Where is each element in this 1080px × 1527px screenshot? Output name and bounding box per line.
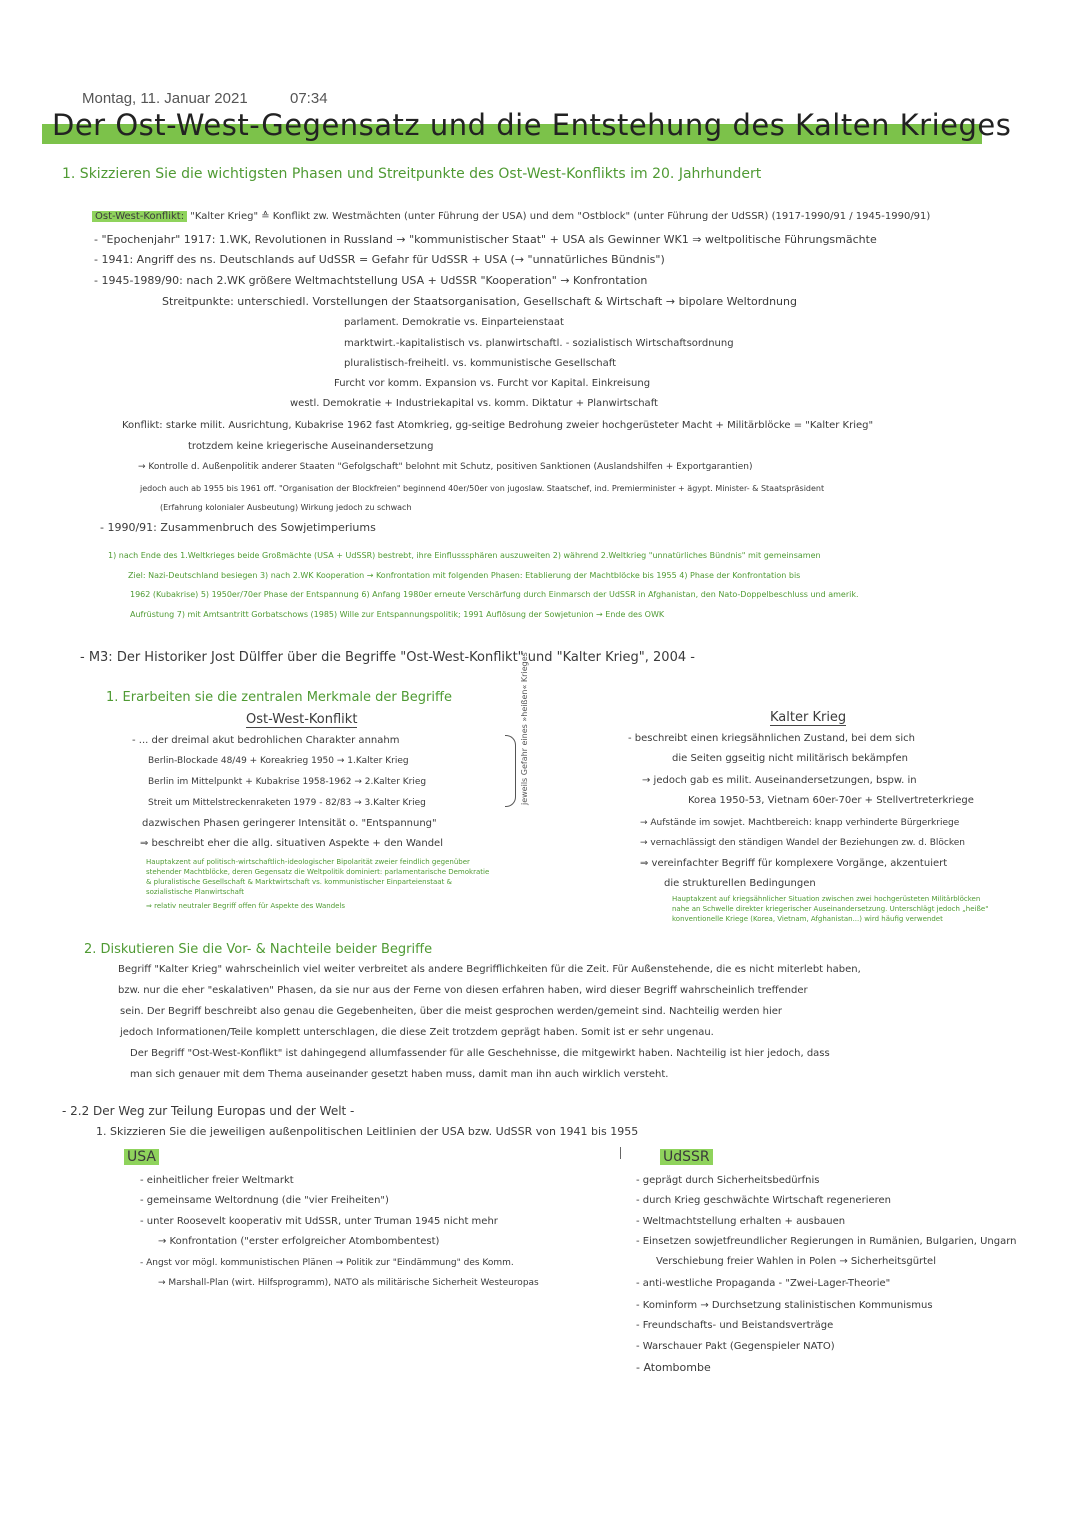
udssr-label: UdSSR bbox=[660, 1149, 713, 1165]
usa-item-4: → Konfrontation ("erster erfolgreicher Atombombentest) bbox=[158, 1236, 440, 1247]
discussion-line-2: bzw. nur die eher "eskalativen" Phasen, da sie nur aus der Ferne von diesen erfahren haben, wird dieser Begriff wahrscheinlich treffender bbox=[118, 985, 808, 996]
udssr-item-1: - geprägt durch Sicherheitsbedürfnis bbox=[636, 1175, 820, 1186]
left-item-5: dazwischen Phasen geringerer Intensität o. "Entspannung" bbox=[142, 818, 437, 829]
task1-answer-2: Ziel: Nazi-Deutschland besiegen 3) nach 2.WK Kooperation → Konfrontation mit folgenden Phasen: Etablierung der Machtblöcke bis 1955 4) Phase der Konfrontation bis bbox=[128, 571, 801, 580]
bracket-note: jeweils Gefahr eines »heißen« Krieges bbox=[520, 652, 529, 805]
usa-item-3: - unter Roosevelt kooperativ mit UdSSR, unter Truman 1945 nicht mehr bbox=[140, 1216, 498, 1227]
task1-line-14: jedoch auch ab 1955 bis 1961 off. "Organisation der Blockfreien" beginnend 40er/50er von jugoslaw. Staatschef, ind. Premierminister + ägypt. Minister- & Staatspräsident bbox=[140, 484, 825, 493]
task1-line-15: (Erfahrung kolonialer Ausbeutung) Wirkung jedoch zu schwach bbox=[160, 503, 412, 512]
right-item-1: - beschreibt einen kriegsähnlichen Zustand, bei dem sich bbox=[628, 733, 915, 744]
task1-answer-3: 1962 (Kubakrise) 5) 1950er/70er Phase der Entspannung 6) Anfang 1980er erneute Verschärfung durch Einmarsch der UdSSR in Afghanistan, den Nato-Doppelbeschluss und amerik. bbox=[130, 590, 859, 599]
task1-answer-4: Aufrüstung 7) mit Amtsantritt Gorbatschows (1985) Wille zur Entspannungspolitik; 1991 Auflösung der Sowjetunion → Ende des OWK bbox=[130, 610, 665, 619]
task1-line-4: - 1945-1989/90: nach 2.WK größere Weltmachtstellung USA + UdSSR "Kooperation" → Konfrontation bbox=[94, 274, 648, 287]
left-item-1: - ... der dreimal akut bedrohlichen Charakter annahm bbox=[132, 735, 400, 746]
discussion-line-5: Der Begriff "Ost-West-Konflikt" ist dahingegend allumfassender für alle Geschehnisse, die mitgewirkt haben. Nachteilig ist hier jedoch, dass bbox=[130, 1048, 830, 1059]
task1-heading: 1. Skizzieren Sie die wichtigsten Phasen und Streitpunkte des Ost-West-Konflikts im 20. Jahrhundert bbox=[62, 166, 762, 182]
udssr-item-4: - Einsetzen sowjetfreundlicher Regierungen in Rumänien, Bulgarien, Ungarn bbox=[636, 1236, 1017, 1247]
kalter-krieg-title: Kalter Krieg bbox=[770, 710, 847, 725]
right-item-4: Korea 1950-53, Vietnam 60er-70er + Stellvertreterkriege bbox=[688, 795, 974, 806]
udssr-item-9: - Warschauer Pakt (Gegenspieler NATO) bbox=[636, 1341, 835, 1352]
m3-heading: - M3: Der Historiker Jost Dülffer über die Begriffe "Ost-West-Konflikt" und "Kalter Krieg", 2004 - bbox=[80, 650, 695, 665]
usa-label: USA bbox=[124, 1149, 159, 1165]
udssr-item-5: Verschiebung freier Wahlen in Polen → Sicherheitsgürtel bbox=[656, 1256, 936, 1267]
discussion-line-4: jedoch Informationen/Teile komplett unterschlagen, die diese Zeit trotzdem geprägt haben. Somit ist er sehr ungenau. bbox=[120, 1027, 714, 1038]
task1-line-10: westl. Demokratie + Industriekapital vs. komm. Diktatur + Planwirtschaft bbox=[290, 398, 658, 409]
right-item-7: ⇒ vereinfachter Begriff für komplexere Vorgänge, akzentuiert bbox=[640, 858, 948, 869]
bracket bbox=[505, 735, 516, 807]
udssr-item-3: - Weltmachtstellung erhalten + ausbauen bbox=[636, 1216, 846, 1227]
right-green-3: konventionelle Kriege (Korea, Vietnam, Afghanistan...) wird häufig verwendet bbox=[672, 915, 943, 923]
right-item-2: die Seiten ggseitig nicht militärisch bekämpfen bbox=[672, 753, 909, 764]
right-item-3: → jedoch gab es milit. Auseinandersetzungen, bspw. in bbox=[642, 775, 917, 786]
right-item-8: die strukturellen Bedingungen bbox=[664, 878, 816, 889]
left-green-3: & pluralistische Gesellschaft & Marktwirtschaft vs. kommunistischer Einparteienstaat & bbox=[146, 878, 453, 886]
udssr-item-8: - Freundschafts- und Beistandsverträge bbox=[636, 1320, 834, 1331]
left-green-4: sozialistische Planwirtschaft bbox=[146, 888, 245, 896]
ost-west-konflikt-title: Ost-West-Konflikt bbox=[246, 712, 358, 727]
task1-line-13: → Kontrolle d. Außenpolitik anderer Staaten "Gefolgschaft" belohnt mit Schutz, positiven Sanktionen (Auslandshilfen + Exportgarantien) bbox=[138, 462, 753, 472]
column-divider bbox=[620, 1147, 621, 1159]
task1-line-7: marktwirt.-kapitalistisch vs. planwirtschaftl. - sozialistisch Wirtschaftsordnung bbox=[344, 338, 734, 349]
left-green-2: stehender Machtblöcke, deren Gegensatz die Weltpolitik dominiert: parlamentarische Demokratie bbox=[146, 868, 490, 876]
sec22-heading: - 2.2 Der Weg zur Teilung Europas und der Welt - bbox=[62, 1104, 355, 1118]
note-date: Montag, 11. Januar 2021 bbox=[82, 90, 248, 107]
task1-line-12: trotzdem keine kriegerische Auseinandersetzung bbox=[188, 441, 434, 452]
left-item-6: ⇒ beschreibt eher die allg. situativen Aspekte + den Wandel bbox=[140, 838, 443, 849]
left-item-4: Streit um Mittelstreckenraketen 1979 - 82/83 → 3.Kalter Krieg bbox=[148, 798, 426, 808]
m3-task1: 1. Erarbeiten sie die zentralen Merkmale der Begriffe bbox=[106, 690, 452, 705]
task1-line-9: Furcht vor komm. Expansion vs. Furcht vor Kapital. Einkreisung bbox=[334, 378, 651, 389]
udssr-item-7: - Kominform → Durchsetzung stalinistischen Kommunismus bbox=[636, 1300, 933, 1311]
task1-line-1-text: "Kalter Krieg" ≙ Konflikt zw. Westmächten (unter Führung der USA) und dem "Ostblock" (unter Führung der UdSSR) (1917-1990/91 / 1945-1990/91) bbox=[190, 211, 931, 222]
task1-line-6: parlament. Demokratie vs. Einparteienstaat bbox=[344, 317, 564, 328]
left-item-2: Berlin-Blockade 48/49 + Koreakrieg 1950 → 1.Kalter Krieg bbox=[148, 756, 409, 766]
right-green-1: Hauptakzent auf kriegsähnlicher Situation zwischen zwei hochgerüsteten Militärblöcken bbox=[672, 895, 981, 903]
task1-line-3: - 1941: Angriff des ns. Deutschlands auf UdSSR = Gefahr für UdSSR + USA (→ "unnatürliches Bündnis") bbox=[94, 253, 665, 266]
right-item-5: → Aufstände im sowjet. Machtbereich: knapp verhinderte Bürgerkriege bbox=[640, 818, 960, 828]
task1-line-5: Streitpunkte: unterschiedl. Vorstellungen der Staatsorganisation, Gesellschaft & Wirtschaft → bipolare Weltordnung bbox=[162, 295, 797, 308]
task1-line-2: - "Epochenjahr" 1917: 1.WK, Revolutionen in Russland → "kommunistischer Staat" + USA als Gewinner WK1 ⇒ weltpolitische Führungsmächte bbox=[94, 233, 877, 246]
task1-answer-1: 1) nach Ende des 1.Weltkrieges beide Großmächte (USA + UdSSR) bestrebt, ihre Einflusssphären auszuweiten 2) während 2.Weltkrieg "unnatürliches Bündnis" mit gemeinsamen bbox=[108, 551, 821, 560]
left-green-1: Hauptakzent auf politisch-wirtschaftlich-ideologischer Bipolarität zweier feindlich gegenüber bbox=[146, 858, 470, 866]
right-item-6: → vernachlässigt den ständigen Wandel der Beziehungen zw. d. Blöcken bbox=[640, 838, 965, 848]
ost-west-tag: Ost-West-Konflikt: bbox=[92, 211, 187, 222]
m3-task2: 2. Diskutieren Sie die Vor- & Nachteile beider Begriffe bbox=[84, 942, 433, 957]
udssr-item-10: - Atombombe bbox=[636, 1361, 711, 1374]
udssr-item-2: - durch Krieg geschwächte Wirtschaft regenerieren bbox=[636, 1195, 891, 1206]
note-time: 07:34 bbox=[290, 90, 328, 107]
task1-line-8: pluralistisch-freiheitl. vs. kommunistische Gesellschaft bbox=[344, 358, 617, 369]
task1-line-1 bbox=[92, 211, 930, 222]
right-green-2: nahe an Schwelle direkter kriegerischer Auseinandersetzung. Unterschlägt jedoch „heiße" bbox=[672, 905, 989, 913]
discussion-line-6: man sich genauer mit dem Thema auseinander gesetzt haben muss, damit man ihn auch wirklich versteht. bbox=[130, 1069, 669, 1080]
discussion-line-1: Begriff "Kalter Krieg" wahrscheinlich viel weiter verbreitet als andere Begrifflichkeiten für die Zeit. Für Außenstehende, die es nicht miterlebt haben, bbox=[118, 964, 861, 975]
left-green-5: ⇒ relativ neutraler Begriff offen für Aspekte des Wandels bbox=[146, 902, 346, 910]
sec22-task: 1. Skizzieren Sie die jeweiligen außenpolitischen Leitlinien der USA bzw. UdSSR von 1941 bis 1955 bbox=[96, 1125, 639, 1138]
usa-item-6: → Marshall-Plan (wirt. Hilfsprogramm), NATO als militärische Sicherheit Westeuropas bbox=[158, 1278, 539, 1288]
usa-item-1: - einheitlicher freier Weltmarkt bbox=[140, 1175, 294, 1186]
discussion-line-3: sein. Der Begriff beschreibt also genau die Gegebenheiten, über die meist gesprochen werden/gemeint sind. Nachteilig werden hier bbox=[120, 1006, 783, 1017]
usa-item-2: - gemeinsame Weltordnung (die "vier Freiheiten") bbox=[140, 1195, 389, 1206]
udssr-item-6: - anti-westliche Propaganda - "Zwei-Lager-Theorie" bbox=[636, 1278, 891, 1289]
page-title: Der Ost-West-Gegensatz und die Entstehung des Kalten Krieges bbox=[52, 108, 1012, 142]
usa-item-5: - Angst vor mögl. kommunistischen Plänen → Politik zur "Eindämmung" des Komm. bbox=[140, 1258, 514, 1268]
left-item-3: Berlin im Mittelpunkt + Kubakrise 1958-1962 → 2.Kalter Krieg bbox=[148, 777, 427, 787]
task1-line-11: Konflikt: starke milit. Ausrichtung, Kubakrise 1962 fast Atomkrieg, gg-seitige Bedrohung zweier hochgerüsteter Macht + Militärblöcke = "Kalter Krieg" bbox=[122, 420, 874, 431]
task1-line-16: - 1990/91: Zusammenbruch des Sowjetimperiums bbox=[100, 521, 376, 534]
